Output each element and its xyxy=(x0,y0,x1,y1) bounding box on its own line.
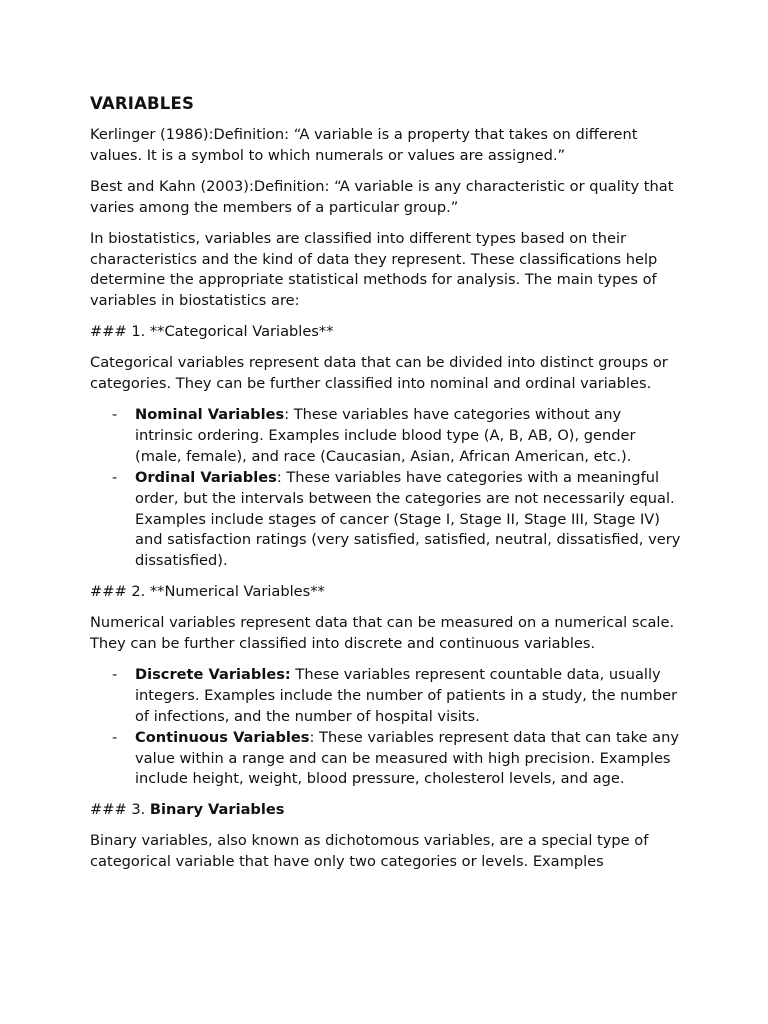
section-heading-numerical: ### 2. **Numerical Variables** xyxy=(90,583,325,601)
binary-paragraph: Binary variables, also known as dichotomous variables, are a special type of categorical variable that have only two categories or levels. Examples xyxy=(90,832,649,871)
list-item-continuous xyxy=(90,728,682,791)
document-page xyxy=(90,93,682,883)
binary-heading-prefix: ### 3. xyxy=(90,801,150,819)
list-item-discrete xyxy=(90,665,682,728)
term-nominal: Nominal Variables xyxy=(135,405,285,423)
numerical-list xyxy=(90,665,682,790)
definition-best-kahn: Best and Kahn (2003):Definition: “A variable is any characteristic or quality that varies among the members of a particular group.” xyxy=(90,177,674,216)
numerical-paragraph: Numerical variables represent data that can be measured on a numerical scale. They can be further classified into discrete and continuous variables. xyxy=(90,614,675,653)
continuous-description: : These variables represent data that can take any value within a range and can be measured with high precision. Examples include height, weight, blood pressure, cholesterol levels, and age. xyxy=(135,728,679,788)
definition-kerlinger: Kerlinger (1986):Definition: “A variable is a property that takes on different values. It is a symbol to which numerals or values are assigned.” xyxy=(90,126,638,164)
section-heading-binary xyxy=(90,800,682,821)
list-item-nominal xyxy=(90,405,682,468)
intro-paragraph: In biostatistics, variables are classified into different types based on their characteristics and the kind of data they represent. These classifications help determine the appropriate statistical methods for analysis. The main types of variables in biostatistics are: xyxy=(90,229,658,310)
term-discrete: Discrete Variables: xyxy=(135,665,291,683)
term-ordinal: Ordinal Variables xyxy=(135,468,277,486)
term-continuous: Continuous Variables xyxy=(135,728,310,746)
nominal-description: : These variables have categories without any intrinsic ordering. Examples include blood type (A, B, AB, O), gender (male, female), and race (Caucasian, Asian, African American, etc.). xyxy=(135,405,636,465)
bullet-dash: - xyxy=(112,468,118,486)
bullet-dash: - xyxy=(112,665,118,683)
categorical-paragraph: Categorical variables represent data that can be divided into distinct groups or categories. They can be further classified into nominal and ordinal variables. xyxy=(90,354,668,393)
binary-heading-bold: Binary Variables xyxy=(149,801,285,819)
section-heading-categorical: ### 1. **Categorical Variables** xyxy=(90,323,334,341)
list-item-ordinal xyxy=(90,468,682,573)
bullet-dash: - xyxy=(112,728,118,746)
ordinal-description: : These variables have categories with a meaningful order, but the intervals between the categories are not necessarily equal. Examples include stages of cancer (Stage I, Stage II, Stage III, Stage IV) and satisfaction ratings (very satisfied, satisfied, neutral, dissatisfied, very dissatisfied). xyxy=(135,468,681,570)
bullet-dash: - xyxy=(112,405,118,423)
categorical-list xyxy=(90,405,682,572)
page-title: VARIABLES xyxy=(90,94,195,113)
discrete-description: These variables represent countable data, usually integers. Examples include the number of patients in a study, the number of infections, and the number of hospital visits. xyxy=(135,665,678,725)
